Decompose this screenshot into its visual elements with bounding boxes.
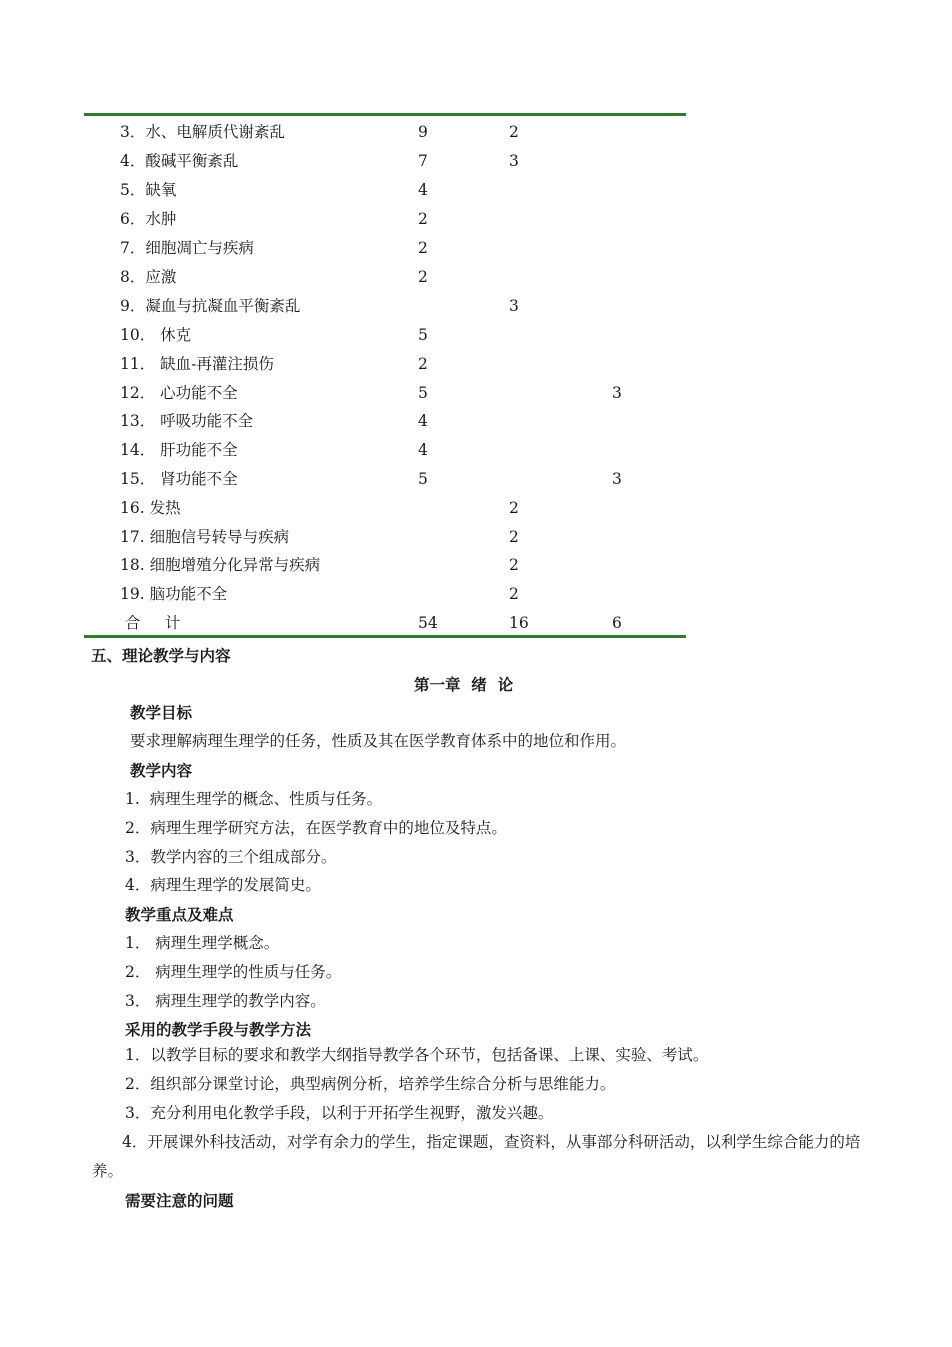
method-item: 3．充分利用电化教学手段，以利于开拓学生视野，激发兴趣。 (125, 1104, 554, 1122)
hours-b: 2 (509, 585, 519, 603)
topic-name: 13． 呼吸功能不全 (120, 412, 254, 430)
topic-name: 10． 休克 (120, 326, 192, 344)
hours-b: 2 (509, 123, 519, 141)
content-item: 2．病理生理学研究方法，在医学教育中的地位及特点。 (125, 819, 507, 837)
hours-b: 2 (509, 499, 519, 517)
topic-name: 16. 发热 (120, 499, 181, 517)
methods-heading: 采用的教学手段与教学方法 (125, 1020, 312, 1039)
hours-c: 3 (612, 470, 622, 488)
keypoints-heading: 教学重点及难点 (125, 905, 234, 924)
topic-name: 11． 缺血-再灌注损伤 (120, 355, 274, 373)
hours-a: 2 (418, 239, 428, 257)
table-row (0, 379, 700, 408)
goal-text: 要求理解病理生理学的任务，性质及其在医学教育体系中的地位和作用。 (130, 732, 627, 750)
topic-name: 6．水肿 (120, 210, 177, 228)
hours-b: 2 (509, 556, 519, 574)
method-item: 1．以教学目标的要求和教学大纲指导教学各个环节，包括备课、上课、实验、考试。 (125, 1046, 709, 1064)
hours-a: 4 (418, 181, 428, 199)
hours-a: 2 (418, 355, 428, 373)
topic-name: 12． 心功能不全 (120, 384, 238, 402)
total-c: 6 (612, 614, 622, 632)
topic-name: 17. 细胞信号转导与疾病 (120, 528, 290, 546)
table-row (0, 436, 700, 465)
table-row (0, 234, 700, 263)
table-row (0, 523, 700, 552)
content-item: 1. 病理生理学的概念、性质与任务。 (125, 790, 383, 808)
method-item-4: 4．开展课外科技活动，对学有余力的学生，指定课题，查资料，从事部分科研活动，以利学生综合能力的培养。 (92, 1133, 861, 1180)
section-title: 五、理论教学与内容 (91, 646, 231, 665)
hours-a: 9 (418, 123, 428, 141)
keypoint-item: 2． 病理生理学的性质与任务。 (125, 963, 342, 981)
table-row (0, 321, 700, 350)
table-row (0, 551, 700, 580)
topic-name: 4．酸碱平衡紊乱 (120, 152, 239, 170)
table-row (0, 580, 700, 609)
hours-a: 7 (418, 152, 428, 170)
hours-b: 3 (509, 152, 519, 170)
content-item: 4．病理生理学的发展简史。 (125, 876, 321, 894)
total-b: 16 (509, 614, 529, 632)
topic-name: 15． 肾功能不全 (120, 470, 238, 488)
hours-a: 5 (418, 470, 428, 488)
table-row (0, 465, 700, 494)
topic-name: 8．应激 (120, 268, 177, 286)
topic-name: 14． 肝功能不全 (120, 441, 238, 459)
table-row (0, 147, 700, 176)
table-row (0, 263, 700, 292)
total-a: 54 (418, 614, 438, 632)
topic-name: 18. 细胞增殖分化异常与疾病 (120, 556, 321, 574)
topic-name: 5．缺氧 (120, 181, 177, 199)
hours-a: 2 (418, 268, 428, 286)
hours-a: 5 (418, 326, 428, 344)
content-item: 3．教学内容的三个组成部分。 (125, 848, 337, 866)
keypoint-item: 1． 病理生理学概念。 (125, 934, 280, 952)
table-row (0, 118, 700, 147)
chapter-title: 第一章 绪 论 (414, 675, 514, 694)
hours-b: 3 (509, 297, 519, 315)
table-top-rule (84, 113, 686, 116)
hours-a: 4 (418, 412, 428, 430)
topic-name: 19. 脑功能不全 (120, 585, 228, 603)
topic-name: 3．水、电解质代谢紊乱 (120, 123, 285, 141)
notes-heading: 需要注意的问题 (125, 1191, 234, 1210)
content-heading: 教学内容 (130, 761, 193, 780)
keypoint-item: 3． 病理生理学的教学内容。 (125, 992, 326, 1010)
topic-name: 7．细胞凋亡与疾病 (120, 239, 254, 257)
hours-b: 2 (509, 528, 519, 546)
method-item: 2．组织部分课堂讨论，典型病例分析，培养学生综合分析与思维能力。 (125, 1075, 616, 1093)
table-row (0, 205, 700, 234)
hours-c: 3 (612, 384, 622, 402)
table-row (0, 494, 700, 523)
table-bottom-rule (84, 635, 686, 638)
table-row (0, 407, 700, 436)
table-row (0, 292, 700, 321)
goal-heading: 教学目标 (130, 703, 193, 722)
table-row (0, 176, 700, 205)
topic-name: 9．凝血与抗凝血平衡紊乱 (120, 297, 301, 315)
hours-a: 2 (418, 210, 428, 228)
table-total-row (0, 609, 700, 638)
hours-a: 5 (418, 384, 428, 402)
hours-a: 4 (418, 441, 428, 459)
total-label: 合 计 (120, 614, 181, 632)
table-row (0, 350, 700, 379)
